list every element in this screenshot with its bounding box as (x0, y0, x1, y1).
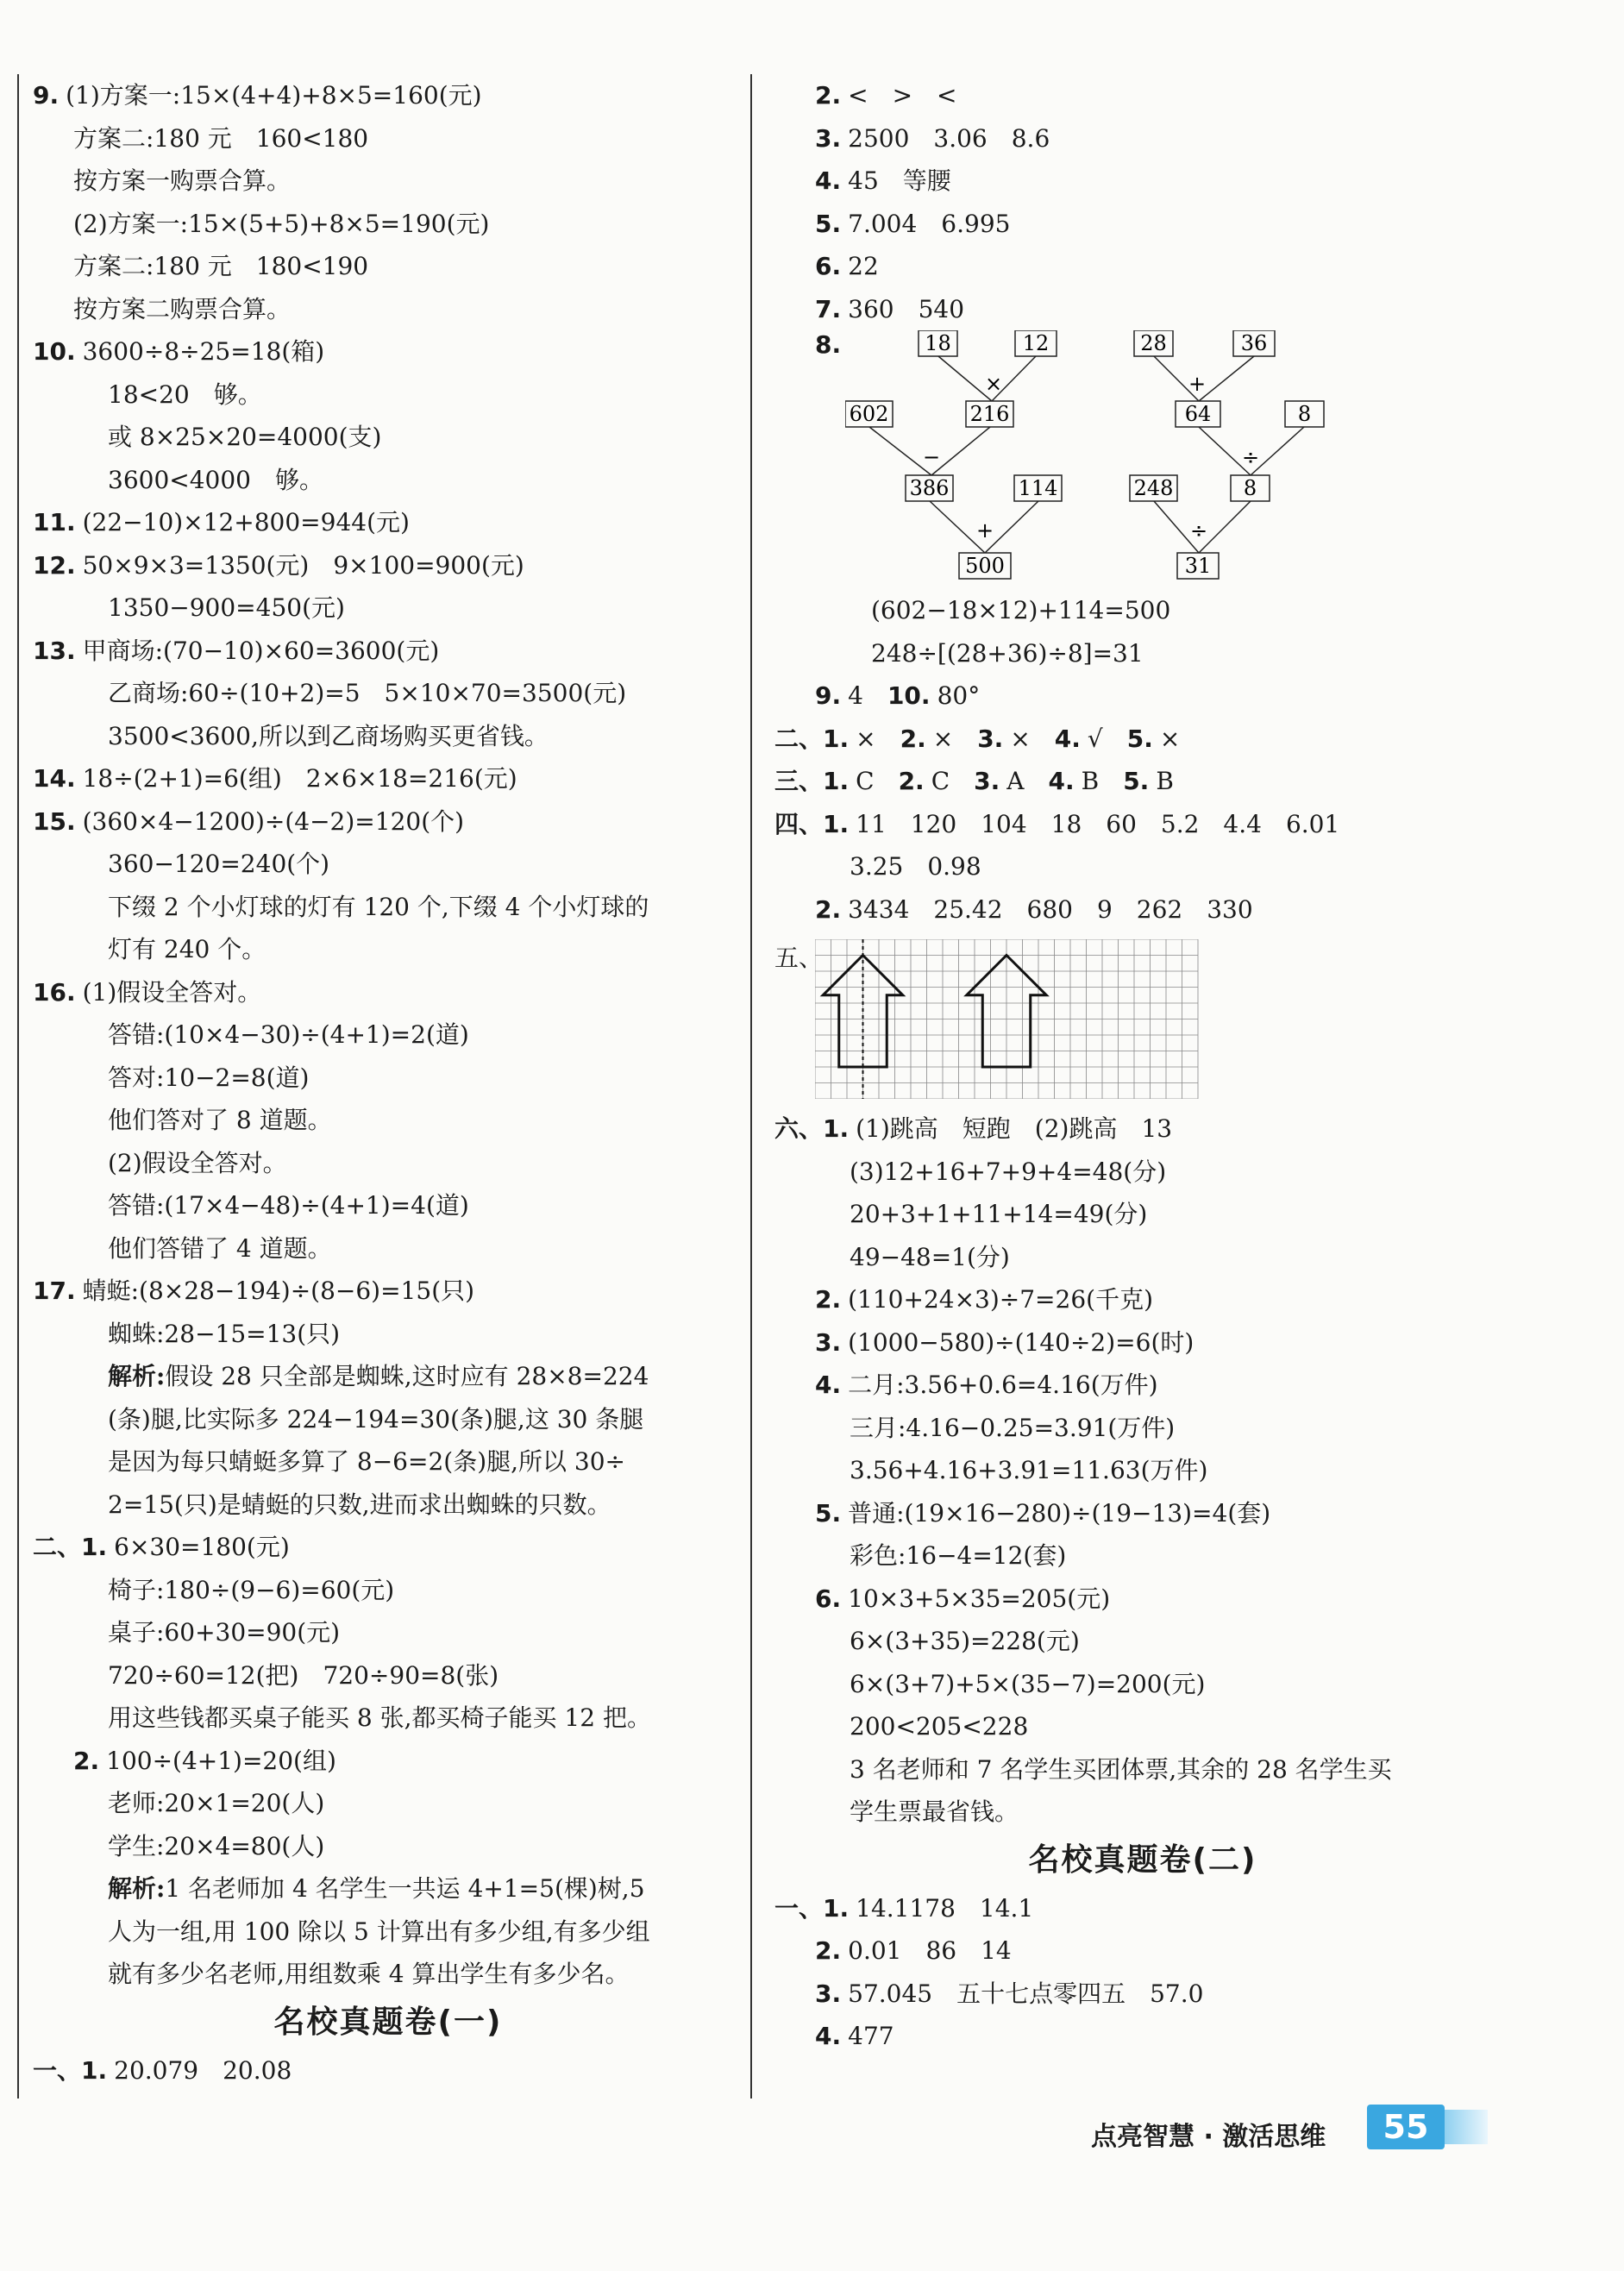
answer-text: (2)假设全答对。 (108, 1148, 287, 1177)
right-column (768, 74, 1518, 2058)
answer-line (26, 1313, 750, 1356)
tree-value: 18 (925, 331, 951, 355)
answer-text: 248÷[(28+36)÷8]=31 (871, 638, 1144, 668)
left-column (26, 74, 750, 2092)
question-number: 六、1. (774, 1114, 850, 1143)
question-number: 10. (887, 681, 931, 710)
answer-text: 20.079 20.08 (114, 2055, 292, 2085)
answer-line (768, 1407, 1518, 1450)
question-number: 3. (815, 123, 842, 153)
answer-line (768, 1578, 1518, 1621)
answer-line (26, 757, 750, 800)
answer-line (768, 245, 1518, 288)
answer-text: 3600÷8÷25=18(箱) (82, 337, 325, 366)
answer-text: 50×9×3=1350(元) 9×100=900(元) (82, 550, 524, 580)
question-number: 10. (33, 337, 76, 366)
answer-text: 或 8×25×20=4000(支) (108, 423, 382, 451)
answer-text: 14.1178 14.1 (856, 1893, 1034, 1923)
answer-text: 3.56+4.16+3.91=11.63(万件) (850, 1456, 1208, 1484)
answer-text: 他们答对了 8 道题。 (108, 1106, 332, 1134)
tree-connector (1199, 356, 1254, 401)
answer-text: 3600<4000 够。 (108, 465, 323, 494)
answer-text: 三月:4.16−0.25=3.91(万件) (850, 1413, 1176, 1442)
answer-text: 老师:20×1=20(人) (108, 1789, 325, 1817)
answer-text: √ (1087, 724, 1127, 753)
answer-line (26, 1953, 750, 1996)
question-number: 3. (815, 1327, 842, 1357)
answer-line (26, 1697, 750, 1740)
answer-text: 3434 25.42 680 9 262 330 (848, 894, 1253, 924)
answer-line (768, 1748, 1518, 1791)
answer-text: 57.045 五十七点零四五 57.0 (848, 1979, 1204, 2008)
question-number: 3. (815, 1979, 842, 2008)
question-number: 3. (974, 767, 1000, 795)
answer-text: (110+24×3)÷7=26(千克) (848, 1285, 1153, 1314)
question-number: 5. (815, 209, 842, 238)
section-title: 名校真题卷(一) (273, 2004, 503, 2040)
question-number: 6. (815, 252, 842, 280)
tree-value: 216 (969, 402, 1010, 426)
tree-value: 248 (1133, 476, 1174, 500)
tree-operator: − (922, 445, 941, 469)
answer-line (26, 203, 750, 246)
answer-line (26, 2049, 750, 2092)
answer-line (768, 74, 1518, 117)
answer-line (26, 1825, 750, 1868)
answer-line (768, 760, 1518, 803)
tree-value: 8 (1297, 402, 1312, 426)
answer-text: 18<20 够。 (108, 380, 262, 409)
answer-line (768, 589, 1518, 632)
tree-value: 12 (1022, 331, 1050, 355)
tree-operator: + (975, 518, 994, 543)
answer-line (26, 288, 750, 331)
tree-operator: ÷ (1189, 518, 1208, 543)
answer-text: 答对:10−2=8(道) (108, 1063, 310, 1092)
question-number: 一、1. (33, 2055, 108, 2085)
tree-connector (931, 427, 990, 475)
question-number: 2. (815, 81, 842, 110)
question-number: 四、1. (774, 809, 850, 838)
question-number: 12. (33, 550, 76, 580)
question-number: 9. (33, 81, 60, 110)
tree-connector (938, 356, 992, 401)
left-margin-line (17, 74, 19, 2098)
answer-text: (1)假设全答对。 (82, 977, 262, 1007)
answer-text: 3.25 0.98 (850, 852, 981, 881)
answer-text: 学生票最省钱。 (850, 1797, 1019, 1826)
answer-text: 11 120 104 18 60 5.2 4.4 6.01 (856, 809, 1340, 838)
question-number: 三、1. (774, 767, 850, 795)
answer-text: (602−18×12)+114=500 (871, 596, 1171, 624)
answer-line (768, 1449, 1518, 1492)
answer-text: 灯有 240 个。 (108, 935, 266, 963)
answer-text: 720÷60=12(把) 720÷90=8(张) (108, 1660, 499, 1690)
answer-text: 人为一组,用 100 除以 5 计算出有多少组,有多少组 (108, 1917, 650, 1946)
answer-line (26, 1867, 750, 1910)
question-number: 4. (1048, 767, 1075, 795)
answer-line (26, 74, 750, 117)
tree-value: 602 (849, 402, 889, 426)
answer-text: 477 (848, 2022, 894, 2050)
answer-text: 2=15(只)是蜻蜓的只数,进而求出蜘蛛的只数。 (108, 1490, 611, 1519)
answer-text: 二月:3.56+0.6=4.16(万件) (848, 1371, 1158, 1399)
answer-line (768, 1534, 1518, 1578)
answer-line (26, 1099, 750, 1142)
answer-text: 乙商场:60÷(10+2)=5 5×10×70=3500(元) (108, 679, 627, 707)
tree-value: 386 (909, 476, 950, 500)
answer-text: 200<205<228 (850, 1712, 1029, 1741)
answer-text: × (1159, 724, 1181, 753)
question-number: 13. (33, 636, 76, 665)
question-number: 2. (73, 1746, 100, 1775)
answer-text: 桌子:60+30=90(元) (108, 1618, 341, 1647)
answer-text: (3)12+16+7+9+4=48(分) (850, 1157, 1167, 1186)
answer-text: 答错:(17×4−48)÷(4+1)=4(道) (108, 1191, 469, 1220)
question-number: 二、1. (774, 724, 850, 753)
question-number: 2. (815, 894, 842, 924)
answer-line (26, 630, 750, 673)
answer-line (768, 2015, 1518, 2058)
answer-line (768, 674, 1518, 718)
question-number: 二、1. (33, 1533, 108, 1561)
answer-text: 就有多少名老师,用组数乘 4 算出学生有多少名。 (108, 1960, 630, 1988)
question-number: 五、 (774, 944, 824, 972)
answer-line (26, 373, 750, 417)
answer-text: 18÷(2+1)=6(组) 2×6×18=216(元) (82, 764, 517, 793)
answer-line (768, 1236, 1518, 1279)
answer-text: 22 (848, 252, 879, 280)
answer-line (26, 160, 750, 203)
answer-line (26, 459, 750, 502)
answer-line (26, 330, 750, 373)
answer-text: 甲商场:(70−10)×60=3600(元) (82, 636, 440, 665)
answer-line (768, 1791, 1518, 1834)
answer-line (26, 587, 750, 630)
answer-text: (1000−580)÷(140÷2)=6(时) (848, 1327, 1194, 1357)
answer-line (26, 1270, 750, 1313)
answer-text: 100÷(4+1)=20(组) (106, 1746, 336, 1775)
answer-text: 是因为每只蜻蜓多算了 8−6=2(条)腿,所以 30÷ (108, 1447, 626, 1476)
answer-line (768, 117, 1518, 160)
answer-line (768, 1887, 1518, 1930)
tree-operator: + (1188, 372, 1207, 396)
answer-text: (2)方案一:15×(5+5)+8×5=190(元) (73, 209, 490, 238)
answer-text: 1 名老师加 4 名学生一共运 4+1=5(棵)树,5 (165, 1874, 645, 1903)
answer-text: 椅子:180÷(9−6)=60(元) (108, 1575, 395, 1604)
answer-text: 80° (937, 681, 981, 710)
question-number: 3. (977, 724, 1004, 753)
question-number: 2. (815, 1936, 842, 1965)
question-number: 4. (815, 166, 842, 195)
analysis-label: 解析: (108, 1874, 166, 1903)
answer-line (768, 1278, 1518, 1321)
question-number: 6. (815, 1584, 842, 1613)
answer-text: 49−48=1(分) (850, 1242, 1010, 1271)
column-divider (750, 74, 752, 2098)
analysis-label: 解析: (108, 1362, 166, 1390)
answer-line (26, 843, 750, 886)
answer-text: 7.004 6.995 (848, 209, 1011, 238)
answer-line (768, 1107, 1518, 1151)
answer-line (26, 1526, 750, 1569)
question-number: 4. (1054, 724, 1081, 753)
answer-text: C (856, 767, 899, 795)
answer-line (26, 1227, 750, 1270)
question-number: 2. (900, 724, 926, 753)
answer-line (26, 544, 750, 587)
answer-line (26, 416, 750, 459)
question-number: 9. (815, 681, 842, 710)
answer-line (26, 1782, 750, 1825)
answer-text: C (931, 767, 975, 795)
answer-line (768, 1492, 1518, 1535)
answer-line (26, 800, 750, 844)
question-number: 2. (898, 767, 925, 795)
answer-line (26, 1440, 750, 1484)
answer-text: B (1156, 767, 1174, 795)
answer-text: 普通:(19×16−280)÷(19−13)=4(套) (848, 1498, 1271, 1528)
q5-grid-figure (768, 931, 1518, 1107)
answer-line (26, 1484, 750, 1527)
answer-line (768, 1321, 1518, 1364)
answer-text: 0.01 86 14 (848, 1936, 1012, 1965)
question-number: 5. (1123, 767, 1150, 795)
answer-line (26, 1910, 750, 1954)
answer-line (768, 803, 1518, 846)
answer-text: × (856, 724, 900, 753)
answer-text: 学生:20×4=80(人) (108, 1831, 325, 1860)
answer-line (26, 1398, 750, 1441)
answer-line (768, 203, 1518, 246)
answer-line (26, 971, 750, 1014)
answer-line (26, 1740, 750, 1783)
tree-value: 8 (1243, 476, 1257, 500)
answer-text: 6×30=180(元) (114, 1533, 290, 1561)
question-number: 7. (815, 294, 842, 323)
q8-calculation-trees (768, 330, 1518, 589)
answer-text: 360−120=240(个) (108, 850, 330, 878)
answer-line (26, 1569, 750, 1612)
answer-line (768, 1364, 1518, 1407)
answer-line (768, 1620, 1518, 1663)
answer-text: B (1081, 767, 1124, 795)
question-number: 17. (33, 1277, 76, 1305)
answer-text: 方案二:180 元 180<190 (73, 252, 369, 280)
answer-text: × (932, 724, 978, 753)
answer-text: 10×3+5×35=205(元) (848, 1584, 1111, 1613)
answer-text: 答错:(10×4−30)÷(4+1)=2(道) (108, 1020, 469, 1049)
question-number: 11. (33, 508, 76, 536)
question-number: 8. (815, 330, 842, 359)
answer-line (26, 1611, 750, 1654)
answer-text: 6×(3+35)=228(元) (850, 1627, 1080, 1655)
grid-svg (815, 939, 1203, 1099)
answer-text: 用这些钱都买桌子能买 8 张,都买椅子能买 12 把。 (108, 1703, 651, 1732)
tree-value: 31 (1184, 554, 1212, 578)
answer-text: 他们答错了 4 道题。 (108, 1233, 332, 1263)
answer-text: 45 等腰 (848, 166, 951, 195)
tree-operator: ÷ (1241, 445, 1260, 469)
calculation-trees-svg (845, 330, 1449, 589)
answer-text: 3 名老师和 7 名学生买团体票,其余的 28 名学生买 (850, 1754, 1392, 1784)
answer-text: (条)腿,比实际多 224−194=30(条)腿,这 30 条腿 (108, 1404, 644, 1433)
answer-text: 下缀 2 个小灯球的灯有 120 个,下缀 4 个小灯球的 (108, 892, 649, 921)
answer-text: 4 (848, 681, 887, 710)
question-number: 14. (33, 764, 76, 793)
tree-value: 114 (1018, 476, 1058, 500)
answer-text: 按方案二购票合算。 (73, 294, 292, 323)
tree-value: 500 (965, 554, 1005, 578)
answer-text: < > < (848, 81, 957, 110)
answer-text: 6×(3+7)+5×(35−7)=200(元) (850, 1669, 1206, 1698)
answer-text: 蜘蛛:28−15=13(只) (108, 1319, 341, 1348)
answer-text: (1)跳高 短跑 (2)跳高 13 (856, 1114, 1173, 1143)
answer-text: 方案二:180 元 160<180 (73, 123, 369, 153)
answer-line (26, 1654, 750, 1697)
question-number: 16. (33, 977, 76, 1007)
answer-line (768, 1973, 1518, 2016)
answer-line (768, 632, 1518, 675)
tree-value: 28 (1140, 331, 1167, 355)
answer-line (768, 1151, 1518, 1194)
answer-line (26, 1013, 750, 1057)
answer-text: 假设 28 只全部是蜘蛛,这时应有 28×8=224 (165, 1362, 649, 1390)
answer-line (26, 1142, 750, 1185)
answer-line (768, 888, 1518, 932)
answer-text: 2500 3.06 8.6 (848, 123, 1050, 153)
answer-line (768, 288, 1518, 331)
answer-text: 蜻蜓:(8×28−194)÷(8−6)=15(只) (82, 1277, 475, 1305)
answer-text: 按方案一购票合算。 (73, 166, 292, 195)
answer-text: 3500<3600,所以到乙商场购买更省钱。 (108, 721, 549, 750)
page-number: 55 (1367, 2105, 1445, 2149)
answer-line (768, 845, 1518, 888)
footer-slogan: 点亮智慧 · 激活思维 (1091, 2122, 1326, 2152)
answer-line (26, 1057, 750, 1100)
answer-line (768, 1663, 1518, 1706)
section-title: 名校真题卷(二) (1028, 1841, 1257, 1878)
answer-text: (22−10)×12+800=944(元) (82, 508, 410, 536)
answer-line (768, 160, 1518, 203)
answer-text: (360×4−1200)÷(4−2)=120(个) (82, 806, 465, 836)
question-number: 5. (1126, 724, 1153, 753)
answer-line (768, 1929, 1518, 1973)
answer-line (26, 672, 750, 715)
answer-text: 1350−900=450(元) (108, 593, 345, 622)
page-number-decoration (1445, 2110, 1488, 2144)
tree-value: 36 (1240, 331, 1268, 355)
answer-text: × (1010, 724, 1055, 753)
question-number: 一、1. (774, 1893, 850, 1923)
answer-line (26, 886, 750, 929)
question-number: 2. (815, 1285, 842, 1314)
question-number: 5. (815, 1498, 842, 1528)
answer-text: 360 540 (848, 294, 965, 323)
tree-operator: × (984, 372, 1003, 396)
answer-line (26, 117, 750, 160)
answer-text: A (1006, 767, 1049, 795)
question-number: 4. (815, 1371, 842, 1399)
answer-text: 彩色:16−4=12(套) (850, 1541, 1067, 1570)
answer-line (768, 1705, 1518, 1748)
answer-line (26, 245, 750, 288)
answer-line (26, 1355, 750, 1398)
answer-text: (1)方案一:15×(4+4)+8×5=160(元) (66, 81, 482, 110)
question-number: 15. (33, 806, 76, 836)
answer-line (26, 715, 750, 758)
answer-line (768, 1193, 1518, 1236)
answer-line (26, 1184, 750, 1227)
answer-text: 20+3+1+11+14=49(分) (850, 1200, 1148, 1228)
answer-line (26, 928, 750, 971)
tree-value: 64 (1184, 402, 1212, 426)
answer-line (26, 501, 750, 544)
answer-line (768, 718, 1518, 761)
question-number: 4. (815, 2022, 842, 2050)
